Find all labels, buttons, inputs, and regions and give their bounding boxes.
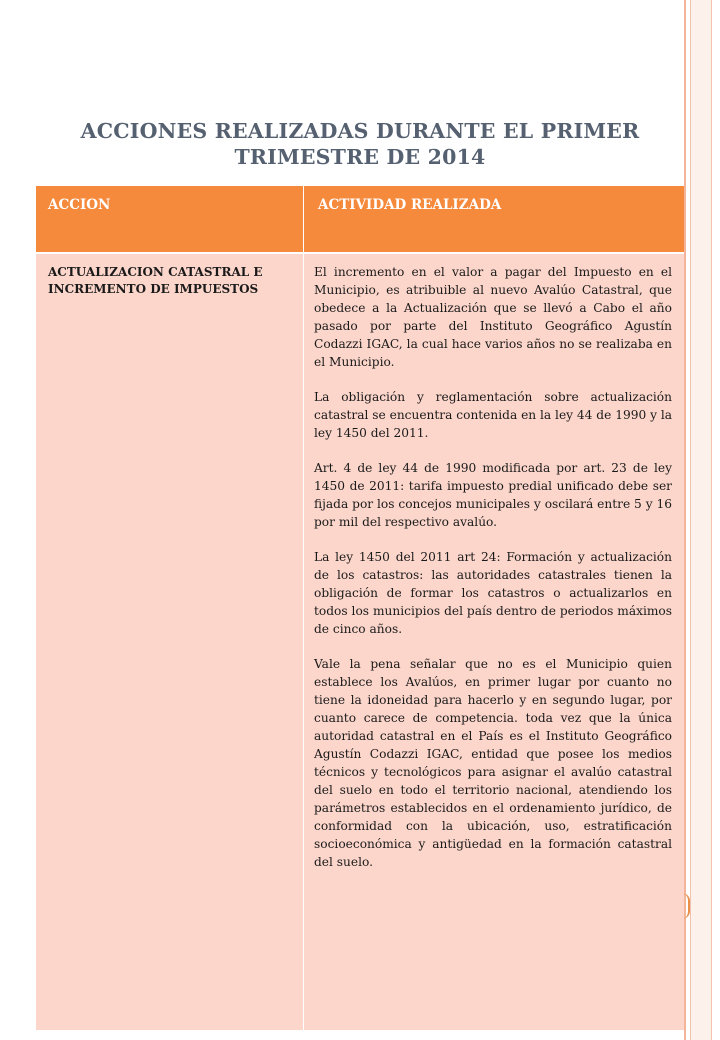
activity-paragraph: Vale la pena señalar que no es el Municipio quien establece los Avalúos, en primer lugar por cuanto no tiene la idoneidad para hacerlo y en segundo lugar, por cuanto carece de competencia. toda vez que la única autoridad catastral en el País es el Instituto Geográfico Agustín Codazzi IGAC, entidad que posee los medios técnicos y tecnológicos para asignar el avalúo catastral del suelo en todo el territorio nacional, atendiendo los parámetros establecidos en el ordenamiento jurídico, de conformidad con la ubicación, uso, estratificación socioeconómica y antigüedad en la formación catastral del suelo. (314, 657, 672, 869)
page-title: ACCIONES REALIZADAS DURANTE EL PRIMER TRIMESTRE DE 2014 (80, 119, 640, 169)
activity-paragraph: Art. 4 de ley 44 de 1990 modificada por art. 23 de ley 1450 de 2011: tarifa impuesto predial unificado debe ser fijada por los concejos municipales y oscilará entre 5 y 16 por mil del respectivo avalúo. (314, 461, 672, 529)
header-accion: ACCION (36, 186, 304, 252)
page-edge-line (684, 0, 686, 1040)
header-actividad: ACTIVIDAD REALIZADA (318, 197, 502, 213)
activity-paragraph: El incremento en el valor a pagar del Impuesto en el Municipio, es atribuible al nuevo Avalúo Catastral, que obedece a la Actualización que se llevó a Cabo el año pasado por parte del Instituto Geográfico Agustín Codazzi IGAC, la cual hace varios años no se realizaba en el Municipio. (314, 265, 672, 369)
actions-table (36, 186, 684, 1030)
cell-accion: ACTUALIZACION CATASTRAL E INCREMENTO DE IMPUESTOS (36, 254, 304, 1030)
table-row (36, 254, 684, 1030)
activity-paragraph: La obligación y reglamentación sobre actualización catastral se encuentra contenida en la ley 44 de 1990 y la ley 1450 del 2011. (314, 390, 673, 440)
table-header-row (36, 186, 684, 252)
activity-paragraph: La ley 1450 del 2011 art 24: Formación y actualización de los catastros: las autoridades catastrales tienen la obligación de formar los catastros o actualizarlos en todos los municipios del país dentro de periodos máximos de cinco años. (314, 550, 672, 636)
page-edge-band (690, 0, 712, 1040)
cell-actividad (304, 254, 684, 1030)
